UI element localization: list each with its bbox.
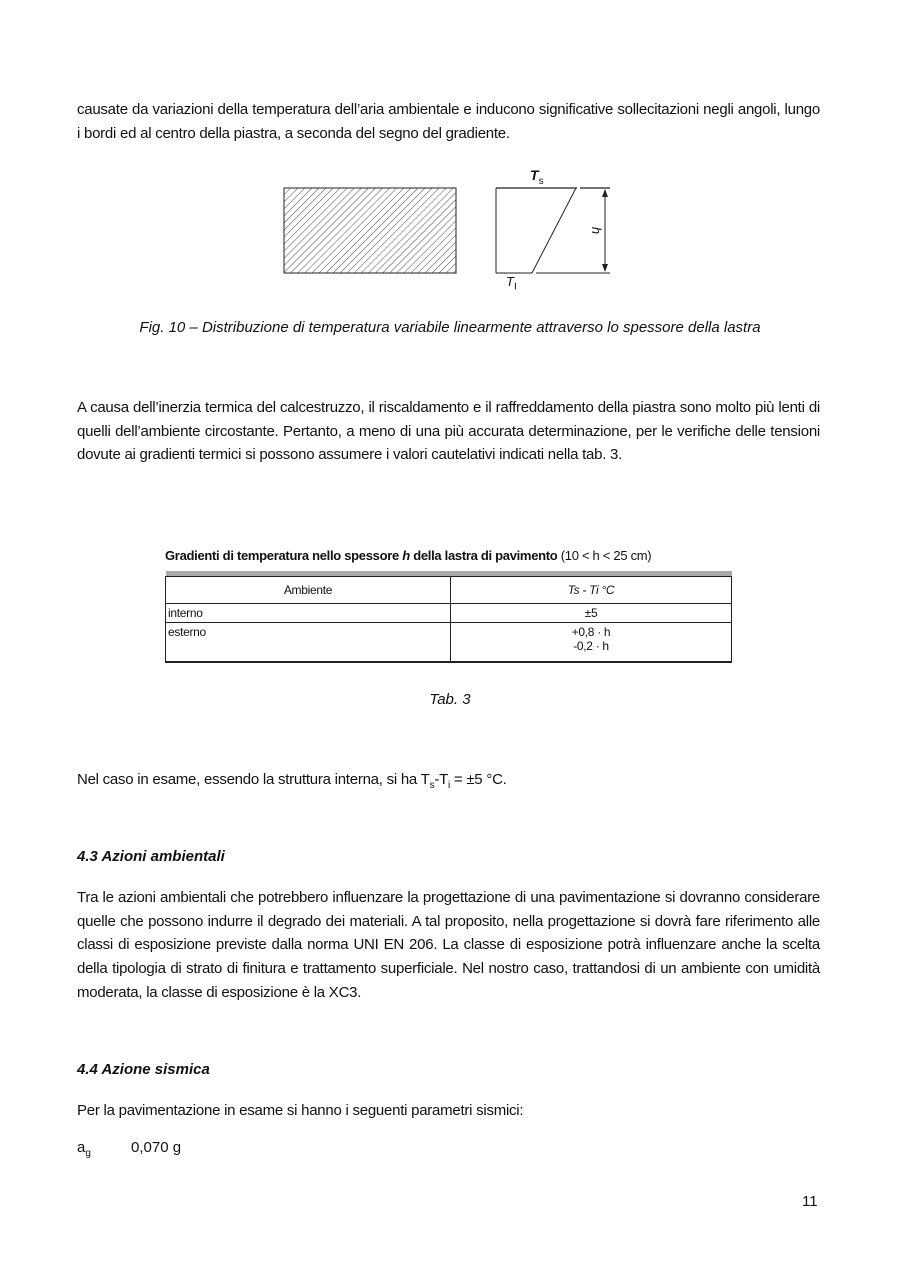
table-row — [166, 623, 732, 663]
paragraph-case: Nel caso in esame, essendo la struttura interna, si ha $T_s-T_i = \pm 5$ °C. — [77, 771, 507, 791]
paragraph-intro: causate da variazioni della temperatura dell’aria ambientale e inducono significative sollecitazioni negli angoli, lungo i bordi ed al centro della piastra, a seconda del segno del gradiente. — [77, 101, 820, 142]
heading-4-3: 4.3 Azioni ambientali — [77, 848, 225, 865]
temperature-gradient-table — [165, 571, 732, 663]
table-caption: Tab. 3 — [429, 691, 471, 708]
table-header-ambiente: Ambiente — [166, 577, 451, 604]
table-title: Gradienti di temperatura nello spessore h della lastra di pavimento (10 < h < 25 cm) — [165, 548, 652, 563]
cell-value: ±5 — [451, 604, 732, 623]
seismic-param-value: 0,070 g — [131, 1139, 182, 1156]
cell-ambiente: esterno — [166, 623, 451, 663]
seismic-param-symbol: $a_g$ — [77, 1139, 91, 1159]
label-ti: $T_I$ — [506, 274, 517, 293]
cell-ambiente: interno — [166, 604, 451, 623]
heading-4-4: 4.4 Azione sismica — [77, 1061, 210, 1078]
slab-gradient-diagram — [280, 163, 620, 293]
figure-temperature-distribution — [280, 163, 620, 293]
table-row — [166, 604, 732, 623]
table-header-gradient: Ts - Ti °C — [451, 577, 732, 604]
label-h: h — [589, 226, 605, 235]
figure-caption: Fig. 10 – Distribuzione di temperatura variabile linearmente attraverso lo spessore della lastra — [139, 319, 761, 336]
paragraph-environmental: Tra le azioni ambientali che potrebbero influenzare la progettazione di una pavimentazione si dovranno considerare quelle che possono indurre il degrado dei materiali. A tal proposito, nella progettazione si dovrà fare riferimento alle classi di esposizione previste dalla norma UNI EN 206. La classe di esposizione potrà influenzare anche la scelta della tipologia di strato di finitura e trattamento superficiale. Nel nostro caso, trattandosi di un ambiente con umidità moderata, la classe di esposizione è la XC3. — [77, 889, 820, 1001]
paragraph-inertia: A causa dell’inerzia termica del calcestruzzo, il riscaldamento e il raffreddamento della piastra sono molto più lenti di quelli dell’ambiente circostante. Pertanto, a meno di una più accurata determinazione, per le verifiche delle tensioni dovute ai gradienti termici si possono assumere i valori cautelativi indicati nella tab. 3. — [77, 399, 820, 464]
paragraph-seismic-intro: Per la pavimentazione in esame si hanno i seguenti parametri sismici: — [77, 1102, 524, 1119]
page-number: 11 — [802, 1193, 818, 1210]
label-ts: $T_s$ — [530, 167, 544, 187]
cell-value: +0,8 · h -0,2 · h — [451, 623, 732, 663]
